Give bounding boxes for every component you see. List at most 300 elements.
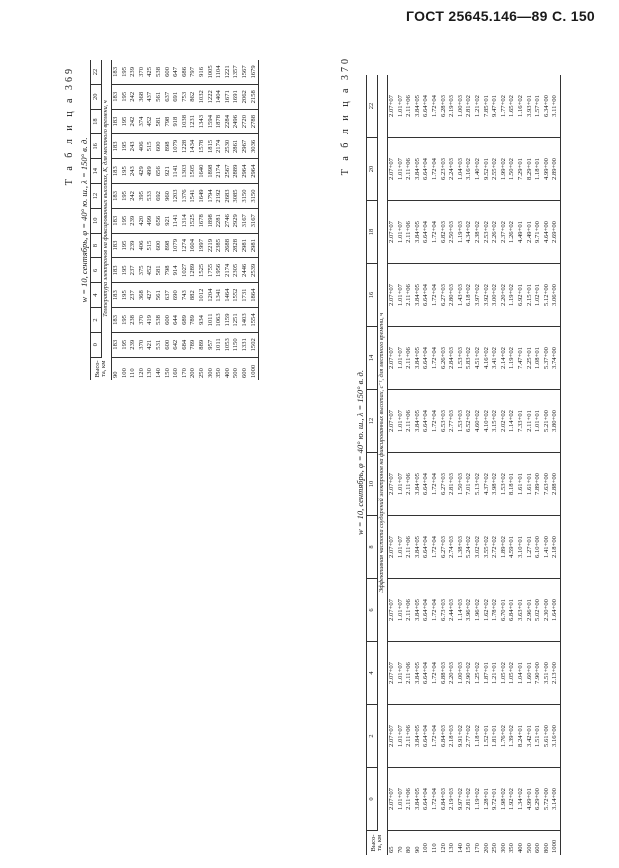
value-cell: 3.84+05 xyxy=(414,642,423,705)
value-cell: 1027 xyxy=(181,258,190,283)
height-cell: 200 xyxy=(482,843,490,853)
value-cell: 2.11+06 xyxy=(405,327,414,390)
value-cell: 5.13+02 xyxy=(474,453,483,516)
value-cell: 1864 xyxy=(250,283,259,308)
value-cell: 1331 xyxy=(241,332,250,357)
hour-column-header: 18 xyxy=(91,109,102,134)
value-cell: 2.07+07 xyxy=(388,138,397,201)
value-cell: 452 xyxy=(146,109,155,134)
table-row xyxy=(155,60,164,380)
value-cell: 2.11+06 xyxy=(405,75,414,138)
value-cell: 1.65+02 xyxy=(508,75,517,138)
value-cell: 2746 xyxy=(224,208,233,233)
height-cell: 120 xyxy=(439,843,447,853)
table-row xyxy=(483,75,492,855)
value-cell: 1251 xyxy=(232,308,241,333)
value-cell: 2496 xyxy=(232,109,241,134)
value-cell: 6.64+04 xyxy=(422,453,431,516)
value-cell: 533 xyxy=(146,184,155,209)
value-cell: 3.92+02 xyxy=(483,264,492,327)
value-cell: 3.51+00 xyxy=(543,642,552,705)
height-cell: 120 xyxy=(137,368,145,378)
height-cell: 200 xyxy=(189,368,197,378)
value-cell: 1.99+02 xyxy=(500,138,509,201)
value-cell: 581 xyxy=(155,109,164,134)
value-cell: 3.84+05 xyxy=(414,579,423,642)
height-cell: 1000 xyxy=(551,839,559,853)
value-cell: 9.72+01 xyxy=(491,768,500,831)
value-cell: 183 xyxy=(112,84,121,109)
value-cell: 2.81+02 xyxy=(465,768,474,831)
table-row xyxy=(517,75,526,855)
value-cell: 406 xyxy=(138,134,147,159)
value-cell: 6.27+03 xyxy=(440,264,449,327)
value-cell: 2.11+06 xyxy=(405,705,414,768)
hour-column-header: 10 xyxy=(91,208,102,233)
value-cell: 2281 xyxy=(215,208,224,233)
value-cell: 2530 xyxy=(224,134,233,159)
height-cell: 150 xyxy=(465,843,473,853)
value-cell: 1.01+07 xyxy=(397,705,406,768)
value-cell: 2.88+00 xyxy=(551,453,560,516)
value-cell: 3.10+01 xyxy=(517,516,526,579)
height-cell: 300 xyxy=(499,843,507,853)
table-row xyxy=(112,60,121,380)
value-cell: 1.16+02 xyxy=(517,75,526,138)
table-row xyxy=(422,75,431,855)
value-cell: 6.64+04 xyxy=(422,579,431,642)
value-cell: 1357 xyxy=(232,60,241,84)
value-cell: 1.60+01 xyxy=(526,642,535,705)
value-cell: 2.11+01 xyxy=(526,390,535,453)
table-row xyxy=(172,60,181,380)
value-cell: 2174 xyxy=(224,258,233,283)
value-cell: 2.11+06 xyxy=(405,138,414,201)
table-subtitle: Эффективная частота соударений электронов на фиксированных высотах, с⁻¹, для местного времени, ч xyxy=(378,75,388,831)
table-row xyxy=(129,60,138,380)
table-row xyxy=(207,60,216,380)
value-cell: 1.01+07 xyxy=(397,75,406,138)
value-cell: 183 xyxy=(112,109,121,134)
height-cell: 250 xyxy=(197,368,205,378)
value-cell: 1.26+02 xyxy=(508,201,517,264)
table-row xyxy=(397,75,406,855)
value-cell: 3.15+02 xyxy=(491,390,500,453)
table-row xyxy=(474,75,483,855)
value-cell: 1.18+02 xyxy=(474,705,483,768)
value-cell: 237 xyxy=(129,283,138,308)
hour-column-header: 2 xyxy=(367,705,378,768)
value-cell: 1.02+01 xyxy=(534,264,543,327)
height-cell: 110 xyxy=(129,368,137,378)
value-cell: 1434 xyxy=(189,134,198,159)
table-row xyxy=(138,60,147,380)
value-cell: 1.05+02 xyxy=(500,642,509,705)
value-cell: 3.84+05 xyxy=(414,705,423,768)
value-cell: 1011 xyxy=(215,332,224,357)
value-cell: 1.14+02 xyxy=(508,390,517,453)
value-cell: 2.07+07 xyxy=(388,327,397,390)
value-cell: 195 xyxy=(121,258,130,283)
value-cell: 1.72+04 xyxy=(431,642,440,705)
value-cell: 2.77+02 xyxy=(465,705,474,768)
value-cell: 195 xyxy=(121,134,130,159)
value-cell: 195 xyxy=(121,60,130,84)
hour-column-header: 8 xyxy=(91,233,102,258)
value-cell: 1.72+04 xyxy=(431,579,440,642)
value-cell: 6.18+02 xyxy=(465,264,474,327)
value-cell: 1541 xyxy=(189,184,198,209)
value-cell: 239 xyxy=(129,208,138,233)
table-row xyxy=(551,75,560,855)
value-cell: 1222 xyxy=(207,84,216,109)
value-cell: 1012 xyxy=(198,283,207,308)
value-cell: 2861 xyxy=(232,134,241,159)
value-cell: 237 xyxy=(129,258,138,283)
value-cell: 242 xyxy=(129,109,138,134)
table-row xyxy=(181,60,190,380)
value-cell: 2.07+07 xyxy=(388,579,397,642)
value-cell: 3.80+00 xyxy=(551,390,560,453)
value-cell: 1314 xyxy=(181,208,190,233)
value-cell: 1502 xyxy=(250,332,259,357)
value-cell: 1.19+03 xyxy=(457,201,466,264)
table-row xyxy=(508,75,517,855)
table-row xyxy=(215,60,224,380)
value-cell: 3.00+02 xyxy=(491,264,500,327)
value-cell: 2305 xyxy=(232,258,241,283)
value-cell: 1.01+07 xyxy=(397,453,406,516)
value-cell: 684 xyxy=(181,332,190,357)
value-cell: 2.11+06 xyxy=(405,453,414,516)
height-cell: 140 xyxy=(154,368,162,378)
value-cell: 1159 xyxy=(224,308,233,333)
height-cell: 150 xyxy=(163,368,171,378)
value-cell: 3.84+05 xyxy=(414,264,423,327)
table-subtitle: Температура электронов на фиксированных высотах, К, для местного времени, ч xyxy=(102,60,112,357)
value-cell: 1343 xyxy=(198,109,207,134)
value-cell: 2889 xyxy=(232,159,241,184)
value-cell: 3.84+05 xyxy=(414,768,423,831)
value-cell: 9.91+02 xyxy=(457,705,466,768)
value-cell: 183 xyxy=(112,258,121,283)
value-cell: 6.52+02 xyxy=(465,390,474,453)
value-cell: 1464 xyxy=(224,283,233,308)
value-cell: 2.14+02 xyxy=(500,327,509,390)
height-cell: 600 xyxy=(534,843,542,853)
value-cell: 1.78+02 xyxy=(491,579,500,642)
table-row xyxy=(232,60,241,380)
value-cell: 690 xyxy=(172,283,181,308)
value-cell: 2967 xyxy=(241,134,250,159)
hour-column-header: 10 xyxy=(367,453,378,516)
value-cell: 1053 xyxy=(224,332,233,357)
value-cell: 2062 xyxy=(241,84,250,109)
value-cell: 7.47+01 xyxy=(517,327,526,390)
value-cell: 6.53+03 xyxy=(440,390,449,453)
value-cell: 7.33+01 xyxy=(517,390,526,453)
value-cell: 1956 xyxy=(215,258,224,283)
value-cell: 8.29+01 xyxy=(526,138,535,201)
value-cell: 1.21+02 xyxy=(474,75,483,138)
value-cell: 2.18+03 xyxy=(448,705,457,768)
hour-column-header: 16 xyxy=(91,134,102,159)
value-cell: 1.01+07 xyxy=(397,327,406,390)
height-cell: 400 xyxy=(516,843,524,853)
value-cell: 2964 xyxy=(250,159,259,184)
value-cell: 2.19+03 xyxy=(448,75,457,138)
value-cell: 1.72+04 xyxy=(431,705,440,768)
value-cell: 1.72+04 xyxy=(431,138,440,201)
value-cell: 3.96+02 xyxy=(465,579,474,642)
value-cell: 3.98+02 xyxy=(491,453,500,516)
value-cell: 239 xyxy=(129,60,138,84)
value-cell: 6.88+03 xyxy=(440,642,449,705)
value-cell: 1038 xyxy=(181,109,190,134)
value-cell: 6.84+03 xyxy=(440,705,449,768)
table-row xyxy=(164,60,173,380)
value-cell: 2158 xyxy=(250,84,259,109)
value-cell: 2981 xyxy=(250,233,259,258)
value-cell: 2929 xyxy=(232,208,241,233)
value-cell: 656 xyxy=(155,159,164,184)
value-cell: 183 xyxy=(112,233,121,258)
hour-column-header: 8 xyxy=(367,516,378,579)
table-row xyxy=(448,75,457,855)
value-cell: 1.21+01 xyxy=(491,642,500,705)
value-cell: 195 xyxy=(121,283,130,308)
value-cell: 515 xyxy=(146,233,155,258)
value-cell: 7.01+02 xyxy=(465,453,474,516)
value-cell: 1.64+00 xyxy=(551,579,560,642)
value-cell: 647 xyxy=(172,60,181,84)
hour-column-header: 22 xyxy=(91,60,102,84)
value-cell: 195 xyxy=(121,109,130,134)
value-cell: 1.72+04 xyxy=(431,516,440,579)
value-cell: 7.29+01 xyxy=(517,138,526,201)
value-cell: 6.64+04 xyxy=(422,201,431,264)
hour-column-header: 2 xyxy=(91,308,102,333)
hour-column-header: 18 xyxy=(367,201,378,264)
value-cell: 2.25+01 xyxy=(526,327,535,390)
value-cell: 406 xyxy=(138,233,147,258)
height-column-header: Высо- та, км xyxy=(367,831,388,856)
value-cell: 7.85+01 xyxy=(483,75,492,138)
value-cell: 5.37+00 xyxy=(543,327,552,390)
value-cell: 242 xyxy=(129,84,138,109)
value-cell: 2.11+06 xyxy=(405,201,414,264)
value-cell: 2.49+01 xyxy=(526,201,535,264)
value-cell: 1552 xyxy=(232,283,241,308)
value-cell: 1.77+02 xyxy=(500,75,509,138)
value-cell: 195 xyxy=(121,233,130,258)
value-cell: 1.72+04 xyxy=(431,264,440,327)
value-cell: 1.01+07 xyxy=(397,201,406,264)
hour-column-header: 20 xyxy=(91,84,102,109)
value-cell: 1898 xyxy=(207,208,216,233)
value-cell: 531 xyxy=(155,332,164,357)
value-cell: 1505 xyxy=(189,159,198,184)
table-row xyxy=(440,75,449,855)
value-cell: 882 xyxy=(189,283,198,308)
value-cell: 1.00+03 xyxy=(457,75,466,138)
hour-column-header: 20 xyxy=(367,138,378,201)
value-cell: 2192 xyxy=(215,184,224,209)
height-cell: 70 xyxy=(396,846,404,853)
value-cell: 1.92+02 xyxy=(508,768,517,831)
value-cell: 2.20+02 xyxy=(500,264,509,327)
value-cell: 2.89+00 xyxy=(551,138,560,201)
value-cell: 1.52+01 xyxy=(483,705,492,768)
value-cell: 1.72+04 xyxy=(431,390,440,453)
value-cell: 3.16+00 xyxy=(551,705,560,768)
value-cell: 642 xyxy=(172,332,181,357)
value-cell: 686 xyxy=(181,60,190,84)
value-cell: 3.97+02 xyxy=(474,264,483,327)
value-cell: 538 xyxy=(155,308,164,333)
value-cell: 1341 xyxy=(215,283,224,308)
value-cell: 1.81+01 xyxy=(491,705,500,768)
value-cell: 2683 xyxy=(224,184,233,209)
height-cell: 600 xyxy=(240,368,248,378)
value-cell: 2.13+00 xyxy=(551,642,560,705)
value-cell: 1403 xyxy=(241,308,250,333)
value-cell: 427 xyxy=(146,283,155,308)
value-cell: 1150 xyxy=(232,332,241,357)
value-cell: 6.82+03 xyxy=(440,201,449,264)
value-cell: 1.05+02 xyxy=(508,642,517,705)
value-cell: 1.72+04 xyxy=(431,453,440,516)
value-cell: 3.14+00 xyxy=(551,768,560,831)
value-cell: 2.53+02 xyxy=(483,201,492,264)
value-cell: 2539 xyxy=(250,258,259,283)
value-cell: 692 xyxy=(155,184,164,209)
table-row xyxy=(250,60,259,380)
value-cell: 1.72+04 xyxy=(431,327,440,390)
value-cell: 581 xyxy=(155,258,164,283)
value-cell: 6.73+03 xyxy=(440,579,449,642)
value-cell: 1.41+00 xyxy=(543,516,552,579)
value-cell: 3.16+02 xyxy=(465,138,474,201)
height-cell: 350 xyxy=(215,368,223,378)
value-cell: 1.01+07 xyxy=(397,516,406,579)
value-cell: 420 xyxy=(138,208,147,233)
value-cell: 425 xyxy=(146,60,155,84)
hour-column-header: 4 xyxy=(367,642,378,705)
value-cell: 1.50+02 xyxy=(508,138,517,201)
value-cell: 375 xyxy=(138,258,147,283)
height-cell: 170 xyxy=(473,843,481,853)
value-cell: 1578 xyxy=(198,134,207,159)
value-cell: 9.52+01 xyxy=(483,138,492,201)
value-cell: 918 xyxy=(172,109,181,134)
value-cell: 183 xyxy=(112,208,121,233)
value-cell: 1274 xyxy=(181,233,190,258)
value-cell: 1032 xyxy=(198,84,207,109)
value-cell: 5.02+00 xyxy=(534,579,543,642)
value-cell: 1525 xyxy=(189,208,198,233)
value-cell: 2446 xyxy=(241,258,250,283)
height-cell: 90 xyxy=(413,846,421,853)
hour-column-header: 0 xyxy=(91,332,102,357)
value-cell: 4.99+01 xyxy=(526,768,535,831)
value-cell: 753 xyxy=(181,84,190,109)
page-number: С. 150 xyxy=(551,8,595,24)
height-cell: 90 xyxy=(112,371,119,378)
value-cell: 1.01+07 xyxy=(397,768,406,831)
value-cell: 1.50+03 xyxy=(457,453,466,516)
value-cell: 2.11+06 xyxy=(405,516,414,579)
value-cell: 2567 xyxy=(224,159,233,184)
table-row xyxy=(543,75,552,855)
value-cell: 419 xyxy=(146,308,155,333)
value-cell: 3.84+05 xyxy=(414,75,423,138)
value-cell: 2.15+01 xyxy=(526,264,535,327)
table-row xyxy=(457,75,466,855)
table-row xyxy=(500,75,509,855)
value-cell: 2.11+06 xyxy=(405,390,414,453)
value-cell: 2.07+07 xyxy=(388,390,397,453)
value-cell: 7.63+00 xyxy=(543,453,552,516)
value-cell: 1079 xyxy=(172,134,181,159)
value-cell: 2.07+07 xyxy=(388,516,397,579)
value-cell: 370 xyxy=(138,308,147,333)
data-table xyxy=(366,75,561,855)
value-cell: 862 xyxy=(189,84,198,109)
value-cell: 2.74+03 xyxy=(448,516,457,579)
height-cell: 1000 xyxy=(249,364,257,378)
value-cell: 1.08+01 xyxy=(534,327,543,390)
value-cell: 2.37+02 xyxy=(500,201,509,264)
table-row xyxy=(241,60,250,380)
value-cell: 1.72+04 xyxy=(431,768,440,831)
value-cell: 1.87+01 xyxy=(483,642,492,705)
value-cell: 2.96+01 xyxy=(526,579,535,642)
value-cell: 2.07+07 xyxy=(388,642,397,705)
value-cell: 691 xyxy=(172,84,181,109)
value-cell: 3.84+05 xyxy=(414,201,423,264)
value-cell: 3.84+05 xyxy=(414,453,423,516)
value-cell: 789 xyxy=(189,308,198,333)
value-cell: 1079 xyxy=(172,233,181,258)
table-row xyxy=(146,60,155,380)
value-cell: 1.57+01 xyxy=(534,75,543,138)
value-cell: 195 xyxy=(121,332,130,357)
height-cell: 170 xyxy=(180,368,188,378)
value-cell: 2174 xyxy=(215,134,224,159)
height-cell: 140 xyxy=(456,843,464,853)
value-cell: 1063 xyxy=(215,308,224,333)
value-cell: 1.01+07 xyxy=(397,138,406,201)
value-cell: 1.01+07 xyxy=(397,642,406,705)
value-cell: 2.26+02 xyxy=(491,201,500,264)
value-cell: 916 xyxy=(198,60,207,84)
value-cell: 243 xyxy=(129,159,138,184)
value-cell: 1.51+01 xyxy=(534,705,543,768)
value-cell: 1678 xyxy=(198,208,207,233)
page-header xyxy=(406,8,595,24)
value-cell: 2.11+06 xyxy=(405,768,414,831)
value-cell: 452 xyxy=(146,258,155,283)
value-cell: 374 xyxy=(138,109,147,134)
table-row xyxy=(388,75,397,855)
value-cell: 2.80+03 xyxy=(448,264,457,327)
value-cell: 2981 xyxy=(241,233,250,258)
value-cell: 2964 xyxy=(241,159,250,184)
value-cell: 3.63+01 xyxy=(517,579,526,642)
height-cell: 160 xyxy=(172,368,180,378)
value-cell: 2.02+02 xyxy=(500,390,509,453)
